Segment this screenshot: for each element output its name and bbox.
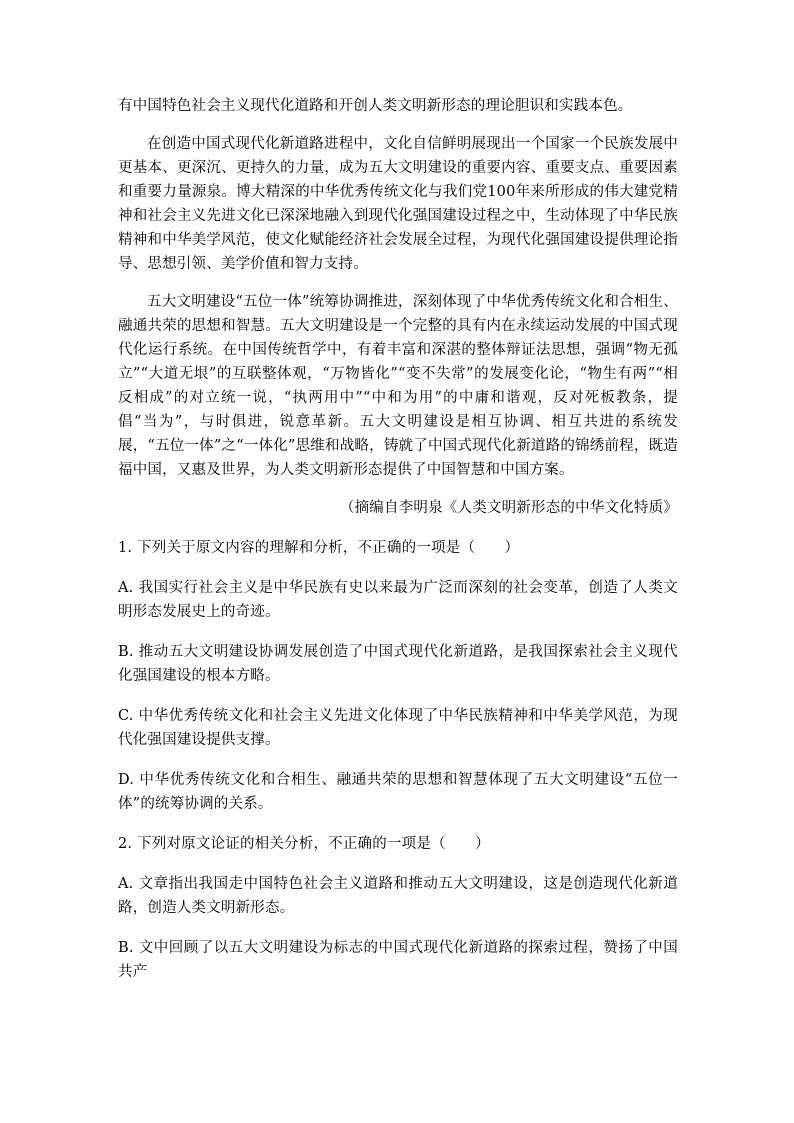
question-1-option-b: B. 推动五大文明建设协调发展创造了中国式现代化新道路，是我国探索社会主义现代化强国建设的根本方略。 (118, 644, 678, 684)
question-2-stem: 2. 下列对原文论证的相关分析，不正确的一项是（ ） (118, 836, 490, 852)
passage-paragraph-1: 在创造中国式现代化新道路进程中，文化自信鲜明展现出一个国家一个民族发展中更基本、更深沉、更持久的力量，成为五大文明建设的重要内容、重要支点、重要因素和重要力量源泉。博大精深的中华优秀传统文化与我们党100年来所形成的伟大建党精神和社会主义先进文化已深深地融入到现代化强国建设过程之中，生动体现了中华民族精神和中华美学风范，使文化赋能经济社会发展全过程，为现代化强国建设提供理论指导、思想引领、美学价值和智力支持。 (118, 136, 678, 272)
question-1-stem: 1. 下列关于原文内容的理解和分析，不正确的一项是（ ） (118, 540, 520, 556)
passage-source: （摘编自李明泉《人类文明新形态的中华文化特质》 (339, 500, 678, 516)
passage-paragraph-0: 有中国特色社会主义现代化道路和开创人类文明新形态的理论胆识和实践本色。 (118, 98, 633, 114)
question-1-option-a: A. 我国实行社会主义是中华民族有史以来最为广泛而深刻的社会变革，创造了人类文明形态发展史上的奇迹。 (118, 580, 678, 620)
document-page (118, 94, 678, 984)
passage-paragraph-2: 五大文明建设“五位一体”统筹协调推进，深刻体现了中华优秀传统文化和合相生、融通共荣的思想和智慧。五大文明建设是一个完整的具有内在永续运动发展的中国式现代化运行系统。在中国传统哲学中，有着丰富和深湛的整体辩证法思想，强调“物无孤立”“大道无垠”的互联整体观，“万物皆化”“变不失常”的发展变化论，“物生有两”“相反相成”的对立统一说，“执两用中”“中和为用”的中庸和谐观，反对死板教条，提倡“当为”，与时俱进，锐意革新。五大文明建设是相互协调、相互共进的系统发展，“五位一体”之“一体化”思维和战略，铸就了中国式现代化新道路的锦绣前程，既造福中国，又惠及世界，为人类文明新形态提供了中国智慧和中国方案。 (118, 294, 678, 478)
question-2-option-b: B. 文中回顾了以五大文明建设为标志的中国式现代化新道路的探索过程，赞扬了中国共产 (118, 940, 678, 980)
question-2-option-a: A. 文章指出我国走中国特色社会主义道路和推动五大文明建设，这是创造现代化新道路，创造人类文明新形态。 (118, 876, 678, 916)
question-1-option-c: C. 中华优秀传统文化和社会主义先进文化体现了中华民族精神和中华美学风范，为现代化强国建设提供支撑。 (118, 708, 678, 748)
question-1-option-d: D. 中华优秀传统文化和合相生、融通共荣的思想和智慧体现了五大文明建设“五位一体”的统筹协调的关系。 (118, 772, 678, 812)
